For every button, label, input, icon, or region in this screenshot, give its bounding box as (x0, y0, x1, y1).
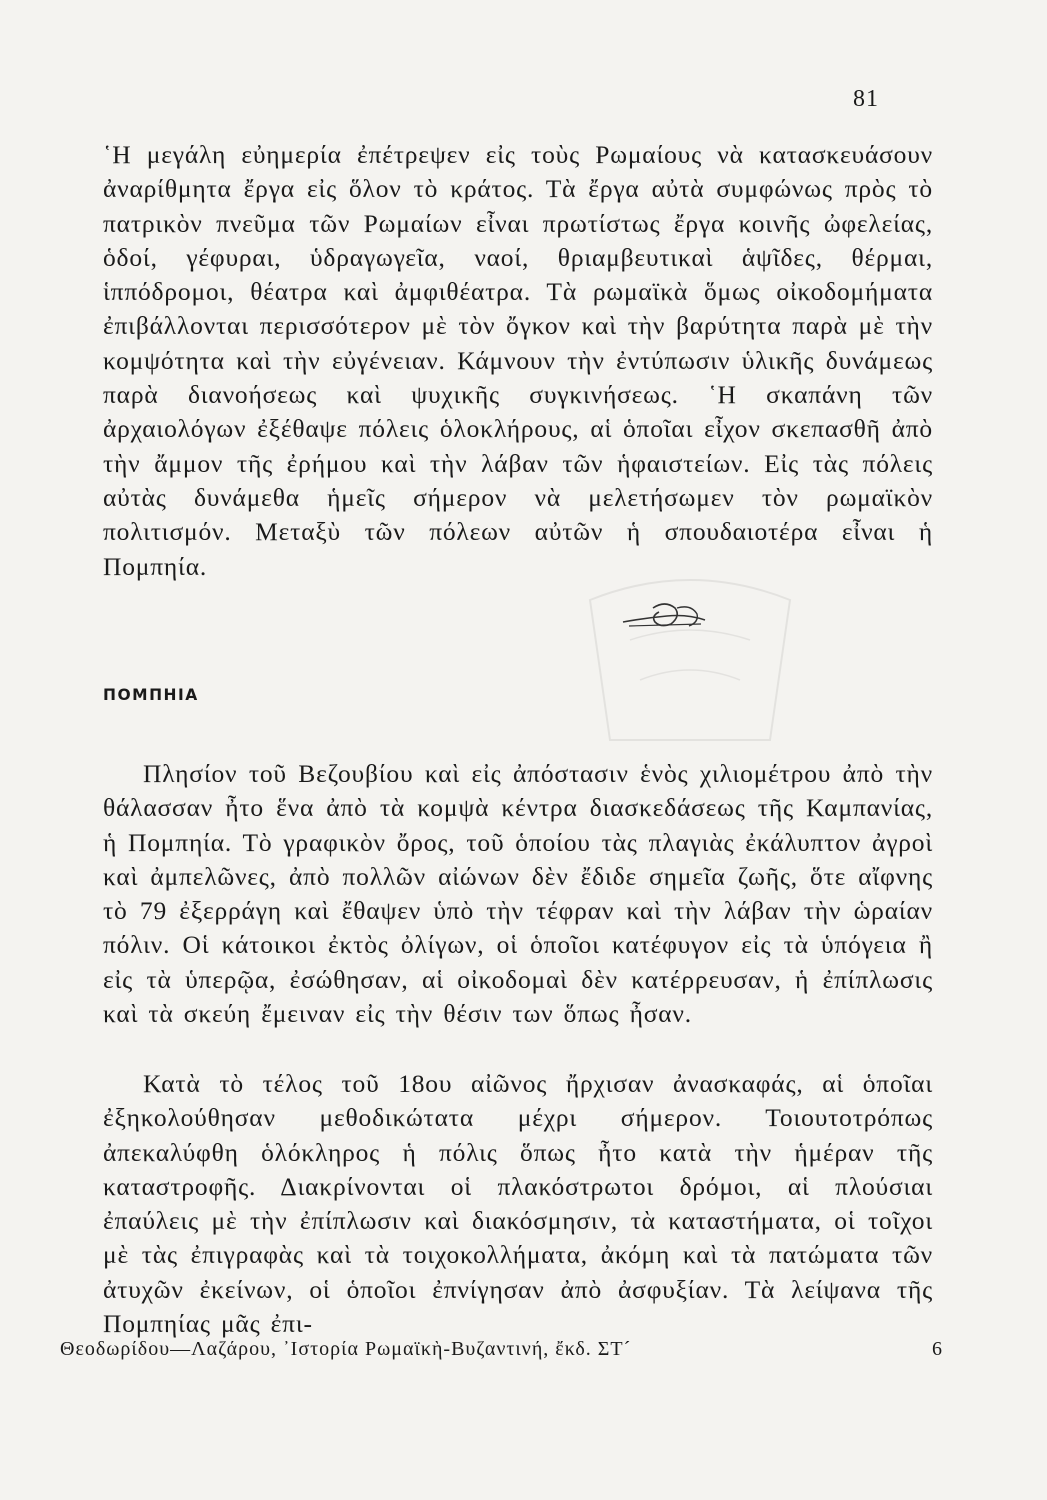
section-heading: ΠΟΜΠΗΙΑ (103, 686, 199, 704)
footer-book-reference: Θεοδωρίδου—Λαζάρου, ᾿Ιστορία Ρωμαϊκὴ-Βυζαντινή, ἔκδ. ΣΤ´ (60, 1338, 632, 1360)
paragraph-intro: ῾Η μεγάλη εὐημερία ἐπέτρεψεν εἰς τοὺς Ρωμαίους νὰ κατασκευάσουν ἀναρίθμητα ἔργα εἰς ὅλον τὸ κράτος. Τὰ ἔργα αὐτὰ συμφώνως πρὸς τὸ πατρικὸν πνεῦμα τῶν Ρωμαίων εἶναι πρωτίστως ἔργα κοινῆς ὠφελείας, ὁδοί, γέφυραι, ὑδραγωγεῖα, ναοί, θριαμβευτικαὶ ἁψῖδες, θέρμαι, ἱππόδρομοι, θέατρα καὶ ἀμφιθέατρα. Τὰ ρωμαϊκὰ ὅμως οἰκοδομήματα ἐπιβάλλονται περισσότερον μὲ τὸν ὄγκον καὶ τὴν βαρύτητα παρὰ μὲ τὴν κομψότητα καὶ τὴν εὐγένειαν. Κάμνουν τὴν ἐντύπωσιν ὑλικῆς δυνάμεως παρὰ διανοήσεως καὶ ψυχικῆς συγκινήσεως. ῾Η σκαπάνη τῶν ἀρχαιολόγων ἐξέθαψε πόλεις ὁλοκλήρους, αἱ ὁποῖαι εἶχον σκεπασθῆ ἀπὸ τὴν ἄμμον τῆς ἐρήμου καὶ τὴν λάβαν τῶν ἡφαιστείων. Εἰς τὰς πόλεις αὐτὰς δυνάμεθα ἡμεῖς σήμερον νὰ μελετήσωμεν τὸν ρωμαϊκὸν πολιτισμόν. Μεταξὺ τῶν πόλεων αὐτῶν ἡ σπουδαιοτέρα εἶναι ἡ Πομπηία. (103, 140, 933, 581)
page-number: 81 (853, 86, 879, 112)
faint-background-illustration (570, 560, 810, 760)
paragraph-excavations: Κατὰ τὸ τέλος τοῦ 18ου αἰῶνος ἤρχισαν ἀνασκαφάς, αἱ ὁποῖαι ἐξηκολούθησαν μεθοδικώτατα μέχρι σήμερον. Τοιουτοτρόπως ἀπεκαλύφθη ὁλόκληρος ἡ πόλις ὅπως ἦτο κατὰ τὴν ἡμέραν τῆς καταστροφῆς. Διακρίνονται οἱ πλακόστρωτοι δρόμοι, αἱ πλούσιαι ἐπαύλεις μὲ τὴν ἐπίπλωσιν καὶ διακόσμησιν, τὰ καταστήματα, οἱ τοῖχοι μὲ τὰς ἐπιγραφὰς καὶ τὰ τοιχοκολλήματα, ἀκόμη καὶ τὰ πατώματα τῶν ἀτυχῶν ἐκείνων, οἱ ὁποῖοι ἐπνίγησαν ἀπὸ ἀσφυξίαν. Τὰ λείψανα τῆς Πομπηίας μᾶς ἐπι- (103, 1069, 933, 1339)
paragraph-pompeii-location: Πλησίον τοῦ Βεζουβίου καὶ εἰς ἀπόστασιν ἑνὸς χιλιομέτρου ἀπὸ τὴν θάλασσαν ἦτο ἕνα ἀπὸ τὰ κομψὰ κέντρα διασκεδάσεως τῆς Καμπανίας, ἡ Πομπηία. Τὸ γραφικὸν ὄρος, τοῦ ὁποίου τὰς πλαγιὰς ἐκάλυπτον ἀγροὶ καὶ ἀμπελῶνες, ἀπὸ πολλῶν αἰώνων δὲν ἔδιδε σημεῖα ζωῆς, ὅτε αἴφνης τὸ 79 ἐξερράγη καὶ ἔθαψεν ὑπὸ τὴν τέφραν καὶ τὴν λάβαν τὴν ὡραίαν πόλιν. Οἱ κάτοικοι ἐκτὸς ὀλίγων, οἱ ὁποῖοι κατέφυγον εἰς τὰ ὑπόγεια ἢ εἰς τὰ ὑπερῷα, ἐσώθησαν, αἱ οἰκοδομαὶ δὲν κατέρρευσαν, ἡ ἐπίπλωσις καὶ τὰ σκεύη ἔμειναν εἰς τὴν θέσιν των ὅπως ἦσαν. (103, 759, 933, 1029)
footer-signature-number: 6 (932, 1338, 943, 1360)
handwritten-mark-icon (615, 596, 715, 636)
